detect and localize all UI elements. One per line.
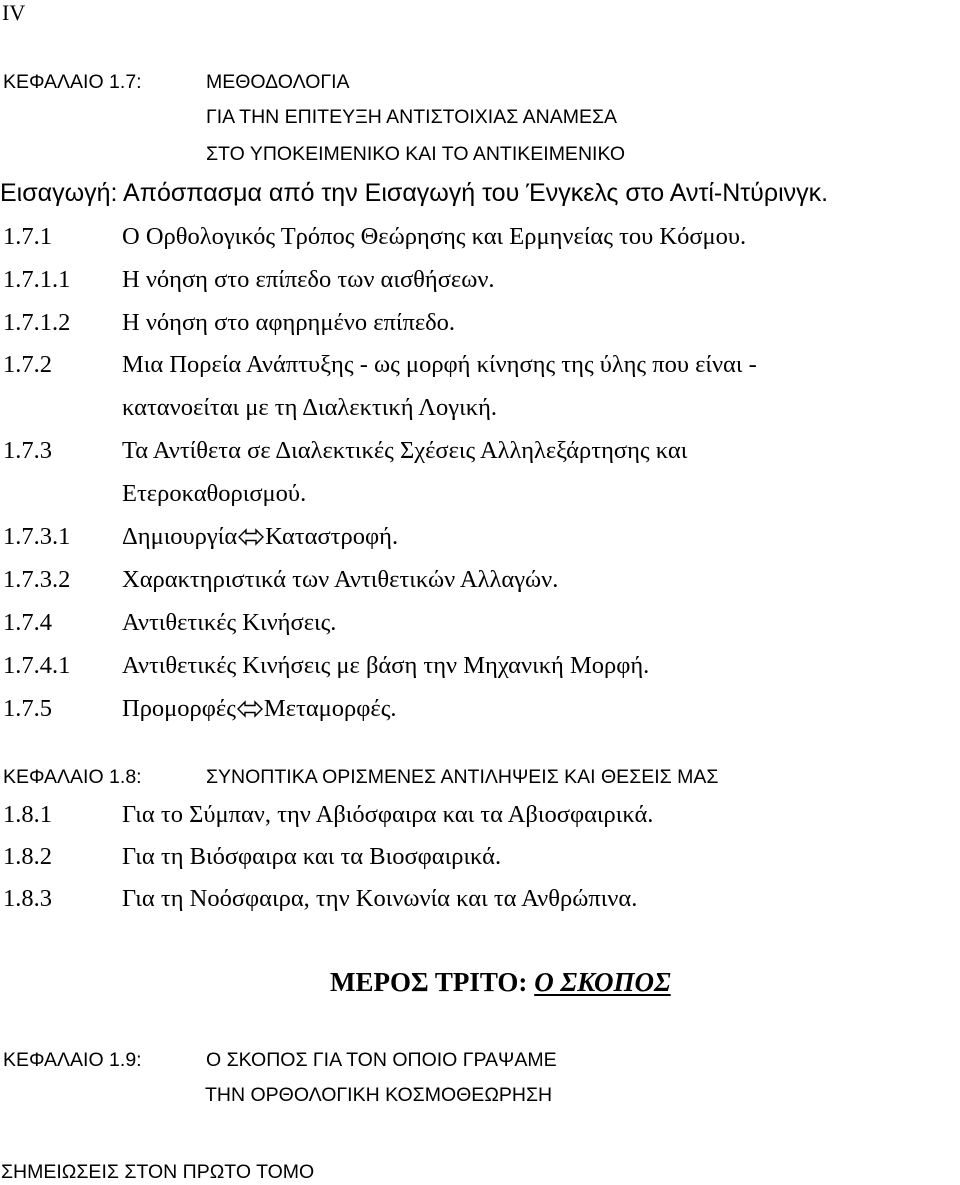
section-number: 1.7.1.2 (3, 309, 71, 336)
section-title: Για το Σύμπαν, την Αβιόσφαιρα και τα Αβιοσφαιρικά. (122, 801, 654, 828)
section-title-continuation: κατανοείται με τη Διαλεκτική Λογική. (122, 394, 498, 421)
notes-heading: ΣΗΜΕΙΩΣΕΙΣ ΣΤΟΝ ΠΡΩΤΟ ΤΟΜΟ (1, 1161, 315, 1183)
section-number: 1.8.3 (3, 885, 52, 912)
section-number: 1.7.3.1 (3, 523, 71, 550)
chapter-intro: Εισαγωγή: Απόσπασμα από την Εισαγωγή του Ένγκελς στο Αντί-Ντύρινγκ. (0, 179, 829, 207)
section-number: 1.7.1 (3, 223, 52, 250)
chapter-title-line-2: ΓΙΑ ΤΗΝ ΕΠΙΤΕΥΞΗ ΑΝΤΙΣΤΟΙΧΙΑΣ ΑΝΑΜΕΣΑ (206, 106, 618, 128)
chapter-label: ΚΕΦΑΛΑΙΟ 1.9: (3, 1049, 142, 1071)
section-title: Ο Ορθολογικός Τρόπος Θεώρησης και Ερμηνείας του Κόσμου. (122, 223, 747, 250)
section-title (122, 522, 398, 552)
section-title (122, 694, 397, 724)
chapter-title: ΣΥΝΟΠΤΙΚΑ ΟΡΙΣΜΕΝΕΣ ΑΝΤΙΛΗΨΕΙΣ ΚΑΙ ΘΕΣΕΙΣ ΜΑΣ (206, 766, 719, 788)
chapter-title-line-1: Ο ΣΚΟΠΟΣ ΓΙΑ ΤΟΝ ΟΠΟΙΟ ΓΡΑΨΑΜΕ (206, 1049, 557, 1071)
section-title-part-a: Προμορφές (122, 695, 236, 722)
section-title: Μια Πορεία Ανάπτυξης - ως μορφή κίνησης της ύλης που είναι - (122, 351, 757, 378)
chapter-1-9-header (3, 1048, 557, 1072)
part-heading-prefix: ΜΕΡΟΣ ΤΡΙΤΟ: (330, 967, 528, 997)
section-number: 1.8.2 (3, 843, 52, 870)
section-number: 1.7.4 (3, 609, 52, 636)
section-title: Η νόηση στο επίπεδο των αισθήσεων. (122, 266, 495, 293)
left-right-arrow-icon (237, 699, 263, 719)
chapter-1-8-header (3, 765, 719, 789)
section-title: Αντιθετικές Κινήσεις με βάση την Μηχανική Μορφή. (122, 652, 650, 679)
chapter-title-line-3: ΣΤΟ ΥΠΟΚΕΙΜΕΝΙΚΟ ΚΑΙ ΤΟ ΑΝΤΙΚΕΙΜΕΝΙΚΟ (206, 143, 626, 165)
section-number: 1.7.5 (3, 695, 52, 722)
part-heading (330, 965, 671, 999)
section-title-part-b: Καταστροφή. (265, 523, 399, 550)
chapter-label: ΚΕΦΑΛΑΙΟ 1.8: (3, 766, 142, 788)
section-number: 1.7.4.1 (3, 652, 71, 679)
section-title: Χαρακτηριστικά των Αντιθετικών Αλλαγών. (122, 566, 559, 593)
section-title-part-a: Δημιουργία (122, 523, 238, 550)
section-number: 1.7.2 (3, 351, 52, 378)
section-title: Για τη Βιόσφαιρα και τα Βιοσφαιρικά. (122, 843, 502, 870)
part-heading-emphasis: Ο ΣΚΟΠΟΣ (534, 967, 671, 997)
chapter-label: ΚΕΦΑΛΑΙΟ 1.7: (3, 71, 142, 93)
section-title: Τα Αντίθετα σε Διαλεκτικές Σχέσεις Αλληλεξάρτησης και (122, 437, 688, 464)
chapter-1-7-header (3, 70, 350, 94)
section-number: 1.8.1 (3, 801, 52, 828)
section-title-continuation: Ετεροκαθορισμού. (122, 480, 307, 507)
chapter-title-line-2: ΤΗΝ ΟΡΘΟΛΟΓΙΚΗ ΚΟΣΜΟΘΕΩΡΗΣΗ (205, 1084, 553, 1106)
page-number: IV (2, 0, 26, 25)
section-title-part-b: Μεταμορφές. (263, 695, 397, 722)
section-title: Αντιθετικές Κινήσεις. (122, 609, 337, 636)
left-right-arrow-icon (238, 527, 264, 547)
section-number: 1.7.3.2 (3, 566, 71, 593)
chapter-title-line-1: ΜΕΘΟΔΟΛΟΓΙΑ (206, 71, 350, 93)
section-number: 1.7.3 (3, 437, 52, 464)
section-title: Η νόηση στο αφηρημένο επίπεδο. (122, 309, 456, 336)
section-number: 1.7.1.1 (3, 266, 71, 293)
section-title: Για τη Νοόσφαιρα, την Κοινωνία και τα Ανθρώπινα. (122, 885, 638, 912)
